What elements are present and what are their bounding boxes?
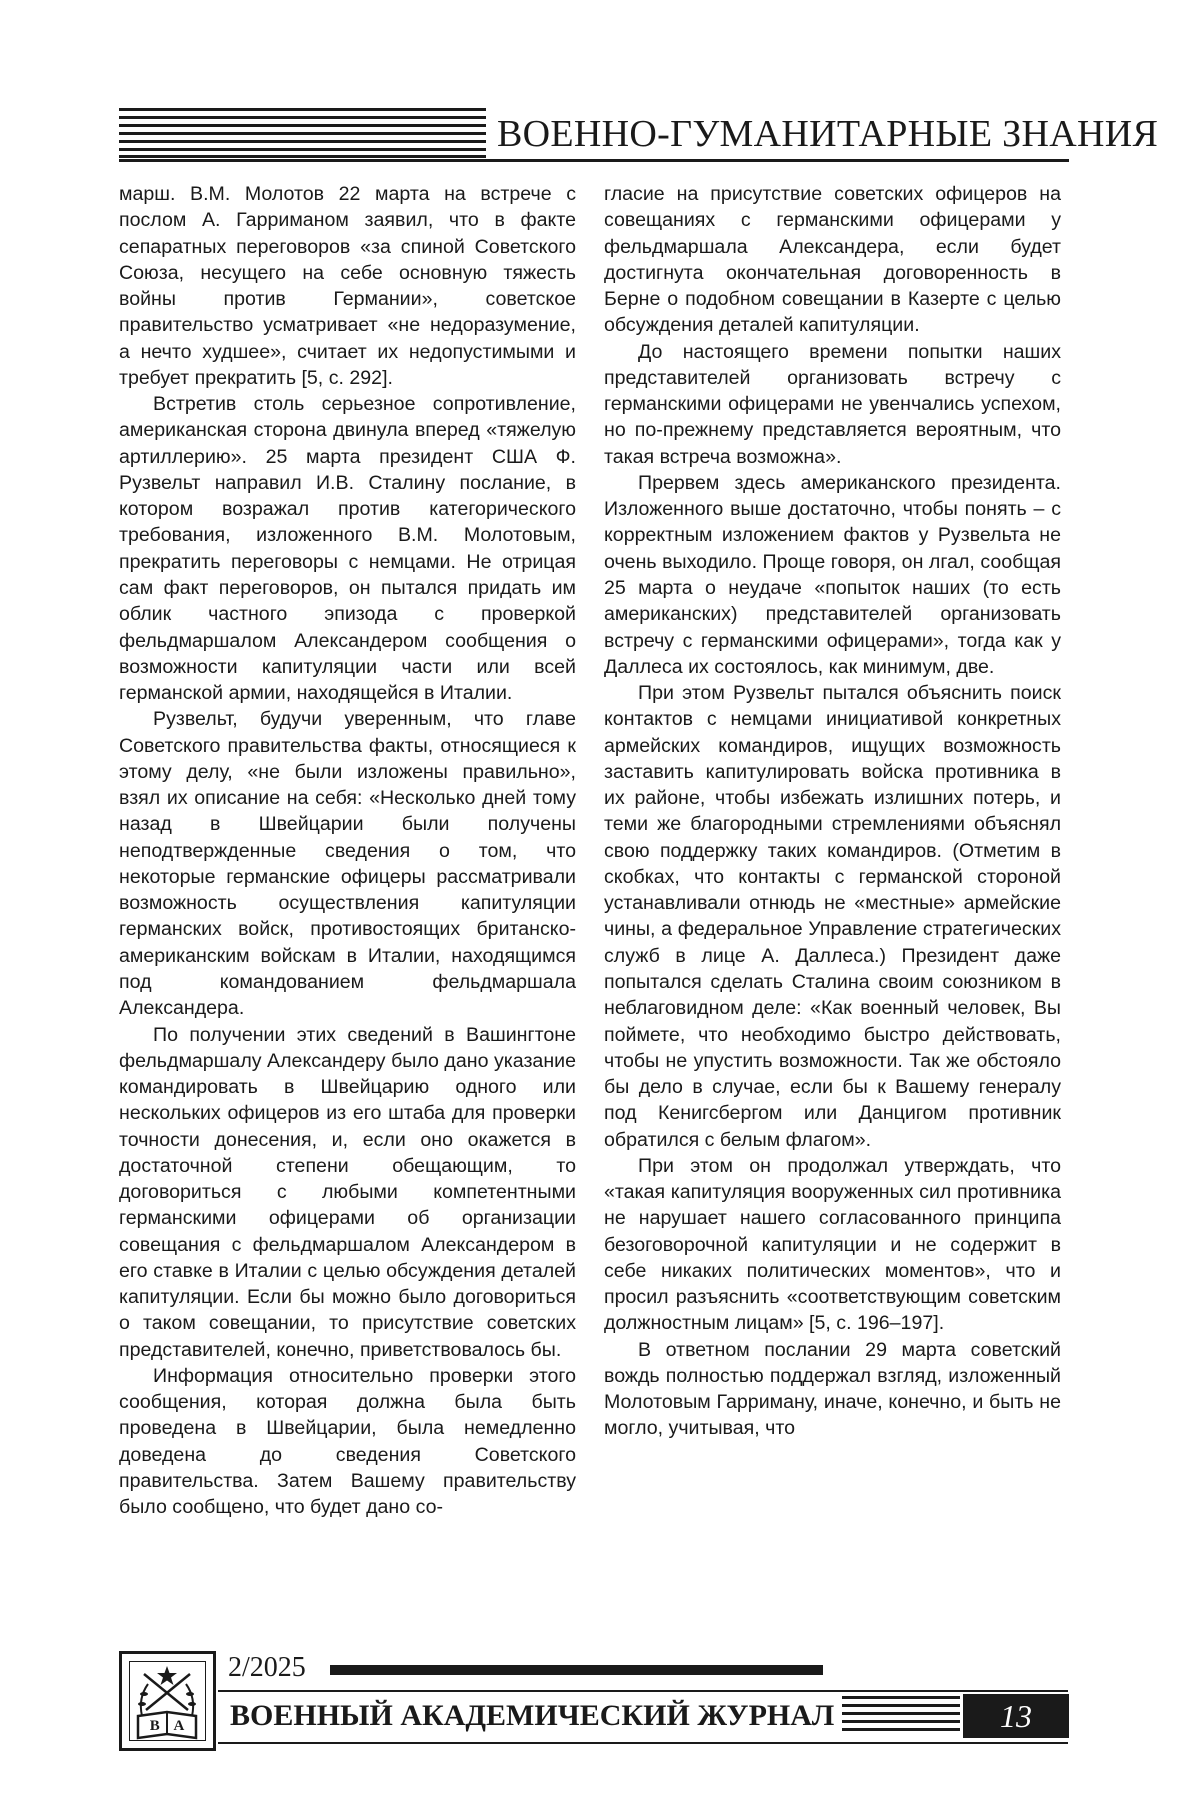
paragraph: До настоящего времени попытки наших представителей организовать встречу с германскими офицерами не увенчались успехом, но по-прежнему представляется вероятным, что такая встреча возможна».: [604, 340, 1061, 468]
page-number: 13: [1000, 1698, 1032, 1734]
left-column: [119, 181, 576, 1521]
paragraph: По получении этих сведений в Вашингтоне фельдмаршалу Александеру было дано указание командировать в Швейцарию одного или нескольких офицеров из его штаба для проверки точности донесения, и, если оно окажется в достаточной степени обещающим, то договориться с любыми компетентными германскими офицерами об организации совещания с фельдмаршалом Александером в его ставке в Италии с целью обсуждения деталей капитуляции. Если бы можно было договориться о таком совещании, то присутствие советских представителей, конечно, приветствовалось бы.: [119, 1023, 576, 1361]
paragraph: гласие на присутствие советских офицеров на совещаниях с германскими офицерами у фельдмаршала Александера, если будет достигнута окончательная договоренность в Берне о подобном совещании в Казерте с целью обсуждения деталей капитуляции.: [604, 183, 1061, 337]
journal-title: ВОЕННЫЙ АКАДЕМИЧЕСКИЙ ЖУРНАЛ: [230, 1699, 835, 1732]
paragraph: Прервем здесь американского президента. Изложенного выше достаточно, чтобы понять – с корректным изложением фактов у Рузвельта не очень выходило. Проще говоря, он лгал, сообщая 25 марта о неудаче «попыток наших (то есть американских) представителей организовать встречу с германскими офицерами», тогда как у Даллеса их состоялось, как минимум, две.: [604, 471, 1061, 678]
paragraph: В ответном послании 29 марта советский вождь полностью поддержал взгляд, изложенный Молотовым Гарриману, иначе, конечно, и быть не могло, учитывая, что: [604, 1338, 1061, 1440]
header-rule: [119, 159, 1069, 162]
page-number-box: [963, 1694, 1069, 1738]
logo-letters: В А: [149, 1718, 185, 1734]
paragraph: Встретив столь серьезное сопротивление, американская сторона двинула вперед «тяжелую артиллерию». 25 марта президент США Ф. Рузвельт направил И.В. Сталину послание, в котором возражал против категорического требования, изложенного В.М. Молотовым, прекратить переговоры с немцами. Не отрицая сам факт переговоров, он пытался придать им облик частного эпизода с проверкой фельдмаршалом Александером сообщения о возможности капитуляции части или всей германской армии, находящейся в Италии.: [119, 393, 576, 705]
header-decorative-lines: [119, 108, 486, 158]
issue-rule: [330, 1665, 823, 1675]
footer-rule-bottom: [218, 1742, 1068, 1744]
paragraph: Рузвельт, будучи уверенным, что главе Советского правительства факты, относящиеся к этому делу, «не были изложены правильно», взял их описание на себя: «Несколько дней тому назад в Швейцарии были получены неподтвержденные сведения о том, что некоторые германские офицеры рассматривали возможность осуществления капитуляции германских войск, противостоящих британско-американским войскам в Италии, находящимся под командованием фельдмаршала Александера.: [119, 708, 576, 1020]
issue-number: 2/2025: [228, 1652, 306, 1683]
paragraph: марш. В.М. Молотов 22 марта на встрече с послом А. Гарриманом заявил, что в факте сепаратных переговоров «за спиной Советского Союза, несущего на себе основную тяжесть войны против Германии», советское правительство усматривает «не недоразумение, а нечто худшее», считает их недопустимыми и требует прекратить [5, с. 292].: [119, 183, 576, 389]
paragraph: При этом он продолжал утверждать, что «такая капитуляция вооруженных сил противника не нарушает нашего согласованного принципа безоговорочной капитуляции и не содержит в себе никаких политических моментов», что и просил разъяснить «соответствующим советским должностным лицам» [5, с. 196–197].: [604, 1154, 1061, 1335]
paragraph: Информация относительно проверки этого сообщения, которая должна была быть проведена в Швейцарии, была немедленно доведена до сведения Советского правительства. Затем Вашему правительству было сообщено, что будет дано со-: [119, 1364, 576, 1519]
right-column: [604, 181, 1061, 1442]
paragraph: При этом Рузвельт пытался объяснить поиск контактов с немцами инициативой конкретных армейских командиров, ищущих возможность заставить капитулировать войска противника в их районе, чтобы избежать излишних потерь, и теми же благородными стремлениями объяснял свою поддержку таких командиров. (Отметим в скобках, что контакты с германской стороной устанавливали отнюдь не «местные» армейские чины, а федеральное Управление стратегических служб в лице А. Даллеса.) Президент даже попытался сделать Сталина своим союзником в неблаговидном деле: «Как военный человек, Вы поймете, что необходимо быстро действовать, чтобы не упустить возможности. Так же обстояло бы дело в случае, если бы к Вашему генералу под Кенигсбергом или Данцигом противник обратился с белым флагом».: [604, 682, 1061, 1151]
footer-rule-top: [218, 1690, 1068, 1692]
section-title: ВОЕННО-ГУМАНИТАРНЫЕ ЗНАНИЯ: [497, 113, 1159, 155]
footer-decorative-lines: [842, 1696, 960, 1736]
journal-logo-icon: [119, 1651, 216, 1751]
